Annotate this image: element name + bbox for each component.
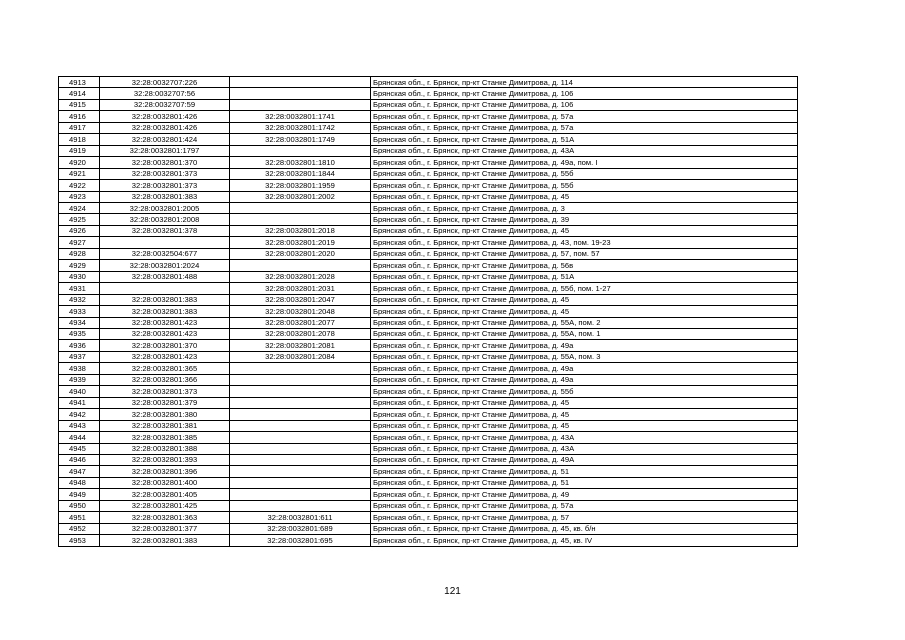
table-row [59,260,798,271]
table-row [59,202,798,213]
row-number-cell: 4913 [59,77,100,88]
table-row [59,432,798,443]
table-row [59,88,798,99]
object-number-cell [230,432,371,443]
table-row [59,122,798,133]
row-number-cell: 4931 [59,283,100,294]
cadastral-number-cell: 32:28:0032801:366 [100,374,230,385]
row-number-cell: 4952 [59,523,100,534]
row-number-cell: 4921 [59,168,100,179]
address-cell: Брянская обл., г. Брянск, пр-кт Станке Димитрова, д. 114 [371,77,798,88]
cadastral-number-cell: 32:28:0032801:385 [100,432,230,443]
cadastral-number-cell: 32:28:0032801:377 [100,523,230,534]
address-cell: Брянская обл., г. Брянск, пр-кт Станке Димитрова, д. 57а [371,122,798,133]
cadastral-number-cell: 32:28:0032801:423 [100,328,230,339]
cadastral-number-cell: 32:28:0032707:226 [100,77,230,88]
row-number-cell: 4927 [59,237,100,248]
table-row [59,283,798,294]
page-number: 121 [444,586,461,597]
object-number-cell [230,214,371,225]
table-row [59,157,798,168]
object-number-cell: 32:28:0032801:2077 [230,317,371,328]
table-body [59,77,798,547]
cadastral-number-cell: 32:28:0032801:381 [100,420,230,431]
cadastral-number-cell: 32:28:0032801:2005 [100,202,230,213]
table-row [59,374,798,385]
object-number-cell: 32:28:0032801:2047 [230,294,371,305]
address-cell: Брянская обл., г. Брянск, пр-кт Станке Димитрова, д. 55А, пом. 2 [371,317,798,328]
row-number-cell: 4919 [59,145,100,156]
address-cell: Брянская обл., г. Брянск, пр-кт Станке Димитрова, д. 55б [371,180,798,191]
row-number-cell: 4947 [59,466,100,477]
data-table [58,76,798,547]
cadastral-number-cell: 32:28:0032801:379 [100,397,230,408]
object-number-cell: 32:28:0032801:1959 [230,180,371,191]
address-cell: Брянская обл., г. Брянск, пр-кт Станке Димитрова, д. 55А, пом. 1 [371,328,798,339]
table-row [59,351,798,362]
cadastral-number-cell: 32:28:0032801:393 [100,454,230,465]
table-row [59,328,798,339]
object-number-cell [230,409,371,420]
row-number-cell: 4924 [59,202,100,213]
table-row [59,214,798,225]
object-number-cell [230,202,371,213]
object-number-cell: 32:28:0032801:1844 [230,168,371,179]
object-number-cell: 32:28:0032801:2078 [230,328,371,339]
table-row [59,99,798,110]
address-cell: Брянская обл., г. Брянск, пр-кт Станке Димитрова, д. 45, кв. IV [371,535,798,546]
cadastral-number-cell [100,237,230,248]
object-number-cell: 32:28:0032801:2084 [230,351,371,362]
object-number-cell [230,466,371,477]
object-number-cell: 32:28:0032801:611 [230,512,371,523]
table-row [59,145,798,156]
row-number-cell: 4915 [59,99,100,110]
row-number-cell: 4934 [59,317,100,328]
table-row [59,77,798,88]
address-cell: Брянская обл., г. Брянск, пр-кт Станке Димитрова, д. 39 [371,214,798,225]
cadastral-number-cell: 32:28:0032801:383 [100,535,230,546]
address-cell: Брянская обл., г. Брянск, пр-кт Станке Димитрова, д. 45 [371,225,798,236]
row-number-cell: 4939 [59,374,100,385]
row-number-cell: 4920 [59,157,100,168]
cadastral-number-cell: 32:28:0032801:423 [100,317,230,328]
cadastral-number-cell: 32:28:0032801:370 [100,157,230,168]
address-cell: Брянская обл., г. Брянск, пр-кт Станке Димитрова, д. 45 [371,409,798,420]
cadastral-number-cell: 32:28:0032801:373 [100,168,230,179]
cadastral-number-cell: 32:28:0032801:426 [100,111,230,122]
address-cell: Брянская обл., г. Брянск, пр-кт Станке Димитрова, д. 43А [371,432,798,443]
row-number-cell: 4930 [59,271,100,282]
address-cell: Брянская обл., г. Брянск, пр-кт Станке Димитрова, д. 106 [371,99,798,110]
row-number-cell: 4923 [59,191,100,202]
row-number-cell: 4948 [59,477,100,488]
address-cell: Брянская обл., г. Брянск, пр-кт Станке Димитрова, д. 45, кв. б/н [371,523,798,534]
cadastral-number-cell: 32:28:0032707:59 [100,99,230,110]
row-number-cell: 4926 [59,225,100,236]
object-number-cell [230,88,371,99]
row-number-cell: 4936 [59,340,100,351]
address-cell: Брянская обл., г. Брянск, пр-кт Станке Димитрова, д. 43, пом. 19-23 [371,237,798,248]
row-number-cell: 4950 [59,500,100,511]
address-cell: Брянская обл., г. Брянск, пр-кт Станке Димитрова, д. 55б [371,168,798,179]
table-row [59,363,798,374]
cadastral-number-cell: 32:28:0032801:2024 [100,260,230,271]
cadastral-number-cell: 32:28:0032801:388 [100,443,230,454]
table-row [59,317,798,328]
row-number-cell: 4922 [59,180,100,191]
table-row [59,512,798,523]
row-number-cell: 4953 [59,535,100,546]
table-row [59,443,798,454]
cadastral-number-cell: 32:28:0032504:677 [100,248,230,259]
address-cell: Брянская обл., г. Брянск, пр-кт Станке Димитрова, д. 56в [371,260,798,271]
object-number-cell [230,260,371,271]
row-number-cell: 4918 [59,134,100,145]
cadastral-number-cell: 32:28:0032801:380 [100,409,230,420]
address-cell: Брянская обл., г. Брянск, пр-кт Станке Димитрова, д. 57а [371,500,798,511]
table-row [59,409,798,420]
address-cell: Брянская обл., г. Брянск, пр-кт Станке Димитрова, д. 106 [371,88,798,99]
cadastral-number-cell: 32:28:0032801:383 [100,191,230,202]
object-number-cell [230,454,371,465]
row-number-cell: 4914 [59,88,100,99]
cadastral-number-cell: 32:28:0032801:378 [100,225,230,236]
object-number-cell [230,477,371,488]
address-cell: Брянская обл., г. Брянск, пр-кт Станке Димитрова, д. 49А [371,454,798,465]
address-cell: Брянская обл., г. Брянск, пр-кт Станке Димитрова, д. 45 [371,294,798,305]
object-number-cell [230,386,371,397]
row-number-cell: 4935 [59,328,100,339]
address-cell: Брянская обл., г. Брянск, пр-кт Станке Димитрова, д. 49а, пом. I [371,157,798,168]
address-cell: Брянская обл., г. Брянск, пр-кт Станке Димитрова, д. 51А [371,134,798,145]
cadastral-number-cell: 32:28:0032801:426 [100,122,230,133]
address-cell: Брянская обл., г. Брянск, пр-кт Станке Димитрова, д. 45 [371,397,798,408]
object-number-cell: 32:28:0032801:1749 [230,134,371,145]
row-number-cell: 4949 [59,489,100,500]
address-cell: Брянская обл., г. Брянск, пр-кт Станке Димитрова, д. 49а [371,363,798,374]
address-cell: Брянская обл., г. Брянск, пр-кт Станке Димитрова, д. 45 [371,306,798,317]
object-number-cell: 32:28:0032801:2048 [230,306,371,317]
table-row [59,535,798,546]
address-cell: Брянская обл., г. Брянск, пр-кт Станке Димитрова, д. 51А [371,271,798,282]
row-number-cell: 4951 [59,512,100,523]
address-cell: Брянская обл., г. Брянск, пр-кт Станке Димитрова, д. 57 [371,512,798,523]
cadastral-number-cell: 32:28:0032801:400 [100,477,230,488]
object-number-cell [230,489,371,500]
table-row [59,306,798,317]
row-number-cell: 4943 [59,420,100,431]
cadastral-number-cell: 32:28:0032801:1797 [100,145,230,156]
address-cell: Брянская обл., г. Брянск, пр-кт Станке Димитрова, д. 3 [371,202,798,213]
address-cell: Брянская обл., г. Брянск, пр-кт Станке Димитрова, д. 45 [371,420,798,431]
cadastral-number-cell: 32:28:0032801:396 [100,466,230,477]
table-row [59,420,798,431]
table-row [59,134,798,145]
table-row [59,340,798,351]
address-cell: Брянская обл., г. Брянск, пр-кт Станке Димитрова, д. 57а [371,111,798,122]
object-number-cell [230,99,371,110]
table-row [59,500,798,511]
address-cell: Брянская обл., г. Брянск, пр-кт Станке Димитрова, д. 55б, пом. 1-27 [371,283,798,294]
row-number-cell: 4925 [59,214,100,225]
row-number-cell: 4933 [59,306,100,317]
cadastral-number-cell: 32:28:0032801:373 [100,180,230,191]
object-number-cell: 32:28:0032801:2018 [230,225,371,236]
table-row [59,466,798,477]
row-number-cell: 4937 [59,351,100,362]
table-row [59,225,798,236]
row-number-cell: 4942 [59,409,100,420]
cadastral-number-cell: 32:28:0032801:370 [100,340,230,351]
object-number-cell [230,145,371,156]
object-number-cell: 32:28:0032801:2002 [230,191,371,202]
cadastral-number-cell: 32:28:0032801:424 [100,134,230,145]
object-number-cell: 32:28:0032801:689 [230,523,371,534]
address-cell: Брянская обл., г. Брянск, пр-кт Станке Димитрова, д. 49а [371,374,798,385]
object-number-cell: 32:28:0032801:2020 [230,248,371,259]
table-row [59,489,798,500]
table-row [59,237,798,248]
table-row [59,191,798,202]
address-cell: Брянская обл., г. Брянск, пр-кт Станке Димитрова, д. 49а [371,340,798,351]
object-number-cell [230,443,371,454]
address-cell: Брянская обл., г. Брянск, пр-кт Станке Димитрова, д. 55А, пом. 3 [371,351,798,362]
table-row [59,523,798,534]
row-number-cell: 4944 [59,432,100,443]
cadastral-number-cell: 32:28:0032801:405 [100,489,230,500]
object-number-cell [230,397,371,408]
table-row [59,454,798,465]
address-cell: Брянская обл., г. Брянск, пр-кт Станке Димитрова, д. 57, пом. 57 [371,248,798,259]
row-number-cell: 4941 [59,397,100,408]
table-row [59,271,798,282]
object-number-cell: 32:28:0032801:1742 [230,122,371,133]
row-number-cell: 4917 [59,122,100,133]
row-number-cell: 4945 [59,443,100,454]
cadastral-number-cell: 32:28:0032801:425 [100,500,230,511]
row-number-cell: 4940 [59,386,100,397]
row-number-cell: 4916 [59,111,100,122]
cadastral-number-cell: 32:28:0032801:488 [100,271,230,282]
object-number-cell [230,77,371,88]
table-row [59,168,798,179]
row-number-cell: 4929 [59,260,100,271]
cadastral-number-cell: 32:28:0032801:2008 [100,214,230,225]
address-cell: Брянская обл., г. Брянск, пр-кт Станке Димитрова, д. 43А [371,443,798,454]
address-cell: Брянская обл., г. Брянск, пр-кт Станке Димитрова, д. 51 [371,477,798,488]
table-row [59,386,798,397]
address-cell: Брянская обл., г. Брянск, пр-кт Станке Димитрова, д. 55б [371,386,798,397]
address-cell: Брянская обл., г. Брянск, пр-кт Станке Димитрова, д. 45 [371,191,798,202]
row-number-cell: 4946 [59,454,100,465]
object-number-cell [230,363,371,374]
cadastral-number-cell: 32:28:0032801:365 [100,363,230,374]
table-row [59,477,798,488]
object-number-cell [230,374,371,385]
object-number-cell: 32:28:0032801:2081 [230,340,371,351]
object-number-cell [230,420,371,431]
row-number-cell: 4938 [59,363,100,374]
address-cell: Брянская обл., г. Брянск, пр-кт Станке Димитрова, д. 49 [371,489,798,500]
address-cell: Брянская обл., г. Брянск, пр-кт Станке Димитрова, д. 43А [371,145,798,156]
table-row [59,294,798,305]
object-number-cell: 32:28:0032801:2031 [230,283,371,294]
row-number-cell: 4928 [59,248,100,259]
cadastral-number-cell: 32:28:0032801:363 [100,512,230,523]
cadastral-number-cell: 32:28:0032801:373 [100,386,230,397]
object-number-cell: 32:28:0032801:1810 [230,157,371,168]
object-number-cell [230,500,371,511]
table-row [59,180,798,191]
cadastral-number-cell: 32:28:0032801:383 [100,294,230,305]
cadastral-number-cell: 32:28:0032801:423 [100,351,230,362]
cadastral-number-cell: 32:28:0032801:383 [100,306,230,317]
table-row [59,248,798,259]
object-number-cell: 32:28:0032801:2028 [230,271,371,282]
cadastral-number-cell [100,283,230,294]
table-row [59,111,798,122]
object-number-cell: 32:28:0032801:1741 [230,111,371,122]
table-row [59,397,798,408]
object-number-cell: 32:28:0032801:695 [230,535,371,546]
object-number-cell: 32:28:0032801:2019 [230,237,371,248]
address-cell: Брянская обл., г. Брянск, пр-кт Станке Димитрова, д. 51 [371,466,798,477]
row-number-cell: 4932 [59,294,100,305]
cadastral-number-cell: 32:28:0032707:56 [100,88,230,99]
